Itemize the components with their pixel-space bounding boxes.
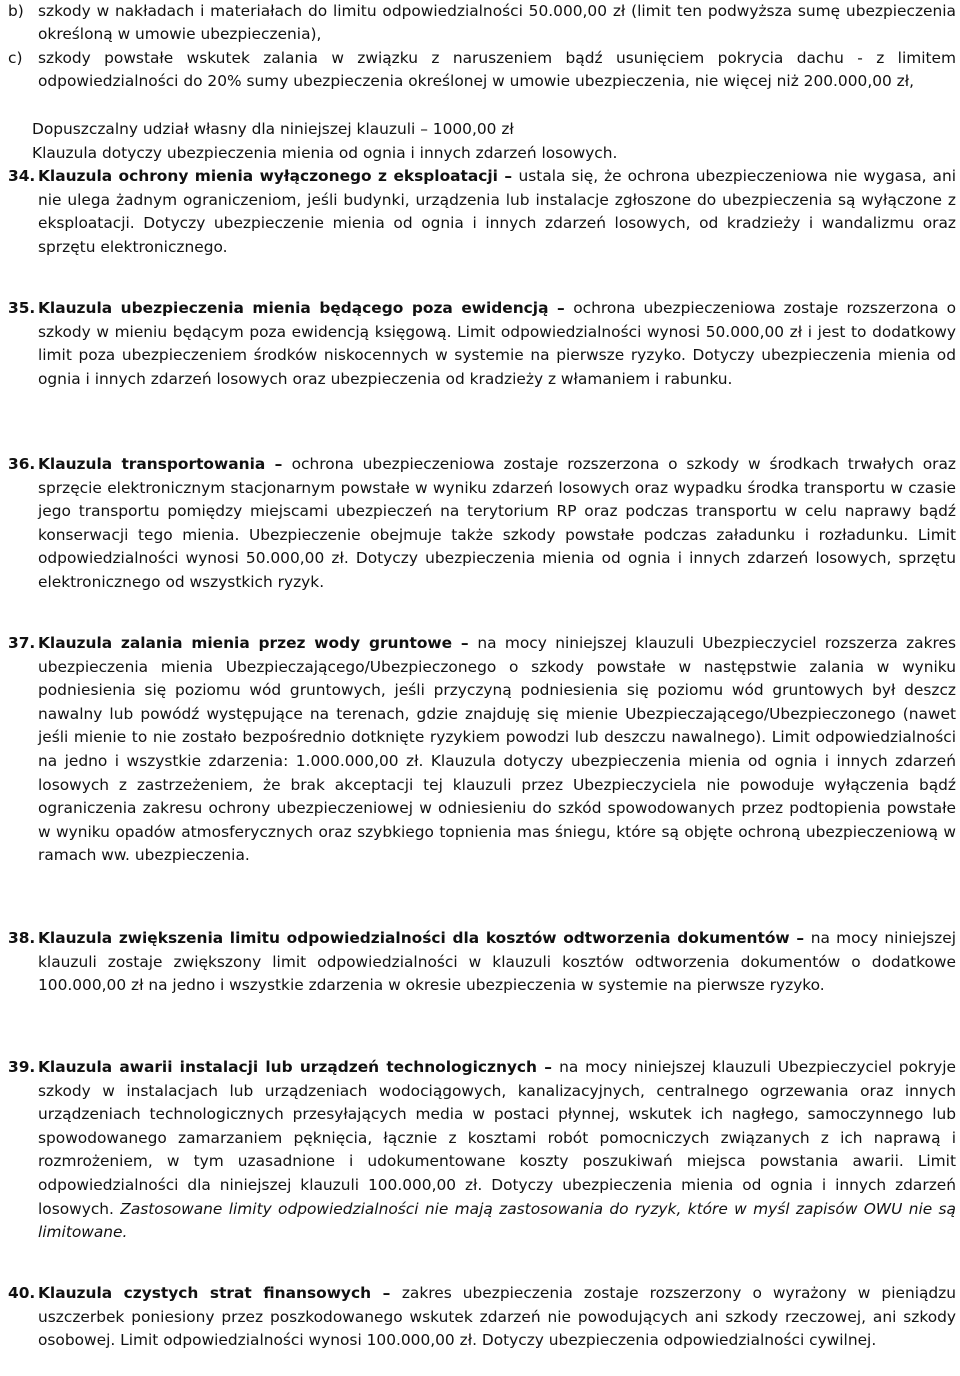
list-item-b [8,0,956,46]
list-item-text: szkody powstałe wskutek zalania w związku z naruszeniem bądź usunięciem pokrycia dachu - z limitem odpowiedzialności do 20% sumy ubezpieczenia określonej w umowie ubezpieczenia, nie więcej niż 200.000,00 zł, [38,49,956,91]
clause-title: Klauzula awarii instalacji lub urządzeń technologicznych [38,1058,538,1076]
clause-body: ochrona ubezpieczeniowa zostaje rozszerzona o szkody w mieniu będącym poza ewidencją księgową. Limit odpowiedzialności wynosi 50.000,00 zł i jest to dodatkowy limit poza ubezpieczeniem środków niskocennych w systemie na pierwsze ryzyko. Dotyczy ubezpieczenia mienia od ognia i innych zdarzeń losowych oraz ubezpieczenia od kradzieży z włamaniem i rabunku. [38,299,956,388]
deductible-line: Dopuszczalny udział własny dla niniejszej klauzuli – 1000,00 zł [32,120,514,138]
clause-36 [8,453,956,595]
clause-dash: – [537,1058,560,1076]
clause-title: Klauzula zalania mienia przez wody gruntowe [38,634,453,652]
clause-number: 36. [8,455,36,473]
clause-number: 37. [8,634,36,652]
clause-body: na mocy niniejszej klauzuli zostaje zwiększony limit odpowiedzialności w klauzuli kosztów odtworzenia dokumentów o dodatkowe 100.000,00 zł na jedno i wszystkie zdarzenia w okresie ubezpieczenia w systemie na pierwsze ryzyko. [38,929,956,995]
clause-note: Zastosowane limity odpowiedzialności nie mają zastosowania do ryzyk, które w myśl zapisów OWU nie są limitowane. [38,1199,956,1242]
clause-number: 38. [8,929,36,947]
clause-38 [8,927,956,998]
clause-dash: – [452,634,478,652]
clause-body: na mocy niniejszej klauzuli Ubezpieczyciel pokryje szkody w instalacjach lub urządzeniach wodociągowych, kanalizacyjnych, centralnego ogrzewania oraz innych urządzeniach technologicznych przesyłających media w postaci płynnej, wskutek ich nagłego, samoczynnego lub spowodowanego zamarzaniem pęknięcia, łącznie z kosztami robót pomocniczych związanych z ich naprawą i rozmrożeniem, w tym uzasadnione i udokumentowane koszty poszukiwań miejsca powstania awarii. Limit odpowiedzialności dla niniejszej klauzuli 100.000,00 zł. Dotyczy ubezpieczenia mienia od ognia i innych zdarzeń losowych. [38,1058,956,1218]
clause-body: ustala się, że ochrona ubezpieczeniowa nie wygasa, ani nie ulega żadnym ograniczeniom, jeśli budynki, urządzenia lub instalacje zgłoszone do ubezpieczenia są wyłączone z eksploatacji. Dotyczy ubezpieczenie mienia od ognia i innych zdarzeń losowych, od kradzieży i wandalizmu oraz sprzętu elektronicznego. [38,167,956,256]
clause-title: Klauzula zwiększenia limitu odpowiedzialności dla kosztów odtworzenia dokumentów [38,929,790,947]
clause-35 [8,297,956,391]
clause-number: 40. [8,1284,36,1302]
clause-number: 35. [8,299,36,317]
clause-dash: – [371,1284,402,1302]
clause-37 [8,632,956,868]
list-item-c [8,47,956,93]
clause-34 [8,165,956,259]
clause-dash: – [497,167,519,185]
clause-title: Klauzula transportowania [38,455,266,473]
clause-dash: – [548,299,574,317]
clause-body: zakres ubezpieczenia zostaje rozszerzony o wyrażony w pieniądzu uszczerbek poniesiony przez poszkodowanego wskutek zdarzeń nie powodujących ani szkody rzeczowej, ani szkody osobowej. Limit odpowiedzialności wynosi 100.000,00 zł. Dotyczy ubezpieczenia odpowiedzialności cywilnej. [38,1284,957,1350]
clause-40 [8,1282,957,1353]
clause-39 [8,1056,956,1245]
clause-dash: – [789,929,811,947]
clause-number: 39. [8,1058,36,1076]
clause-title: Klauzula czystych strat finansowych [38,1284,372,1302]
clause-title: Klauzula ubezpieczenia mienia będącego poza ewidencją [38,299,549,317]
clause-body: na mocy niniejszej klauzuli Ubezpieczyciel rozszerza zakres ubezpieczenia mienia Ubezpieczającego/Ubezpieczonego o szkody powstałe w następstwie zalania w wyniku podniesienia się poziomu wód gruntowych, jeśli przyczyną podniesienia się poziomu wód gruntowych był deszcz nawalny lub powódź występujące na terenach, gdzie znajduję się mienie Ubezpieczającego/Ubezpieczonego (nawet jeśli mienie to nie zostało bezpośrednio dotknięte ryzykiem powodzi lub deszczu nawalnego). Limit odpowiedzialności na jedno i wszystkie zdarzenia: 1.000.000,00 zł. Klauzula dotyczy ubezpieczenia mienia od ognia i innych zdarzeń losowych z zastrzeżeniem, że brak akceptacji tej klauzuli przez Ubezpieczyciela nie powoduje wyłączenia bądź ograniczenia zakresu ochrony ubezpieczeniowej w odniesieniu do szkód spowodowanych przez podtopienia powstałe w wyniku opadów atmosferycznych oraz szybkiego topnienia mas śniegu, które są objęte ochroną ubezpieczeniową w ramach ww. ubezpieczenia. [38,634,956,865]
clause-body: ochrona ubezpieczeniowa zostaje rozszerzona o szkody w środkach trwałych oraz sprzęcie elektronicznym stacjonarnym powstałe w wyniku zdarzeń losowych oraz wypadku środka transportu w czasie jego transportu pomiędzy miejscami ubezpieczeń na terytorium RP oraz podczas transportu w celu naprawy bądź konserwacji tego mienia. Ubezpieczenie obejmuje także szkody powstałe podczas załadunku i rozładunku. Limit odpowiedzialności wynosi 50.000,00 zł. Dotyczy ubezpieczenia mienia od ognia i innych zdarzeń losowych, sprzętu elektronicznego od wszystkich ryzyk. [38,455,956,591]
list-marker: c) [8,49,23,67]
clause-number: 34. [8,167,36,185]
clause-dash: – [265,455,292,473]
list-item-text: szkody w nakładach i materiałach do limitu odpowiedzialności 50.000,00 zł (limit ten podwyższa sumę ubezpieczenia określoną w umowie ubezpieczenia), [38,2,956,44]
list-marker: b) [8,2,24,20]
scope-line: Klauzula dotyczy ubezpieczenia mienia od ognia i innych zdarzeń losowych. [32,144,618,162]
clause-title: Klauzula ochrony mienia wyłączonego z eksploatacji [38,167,498,185]
